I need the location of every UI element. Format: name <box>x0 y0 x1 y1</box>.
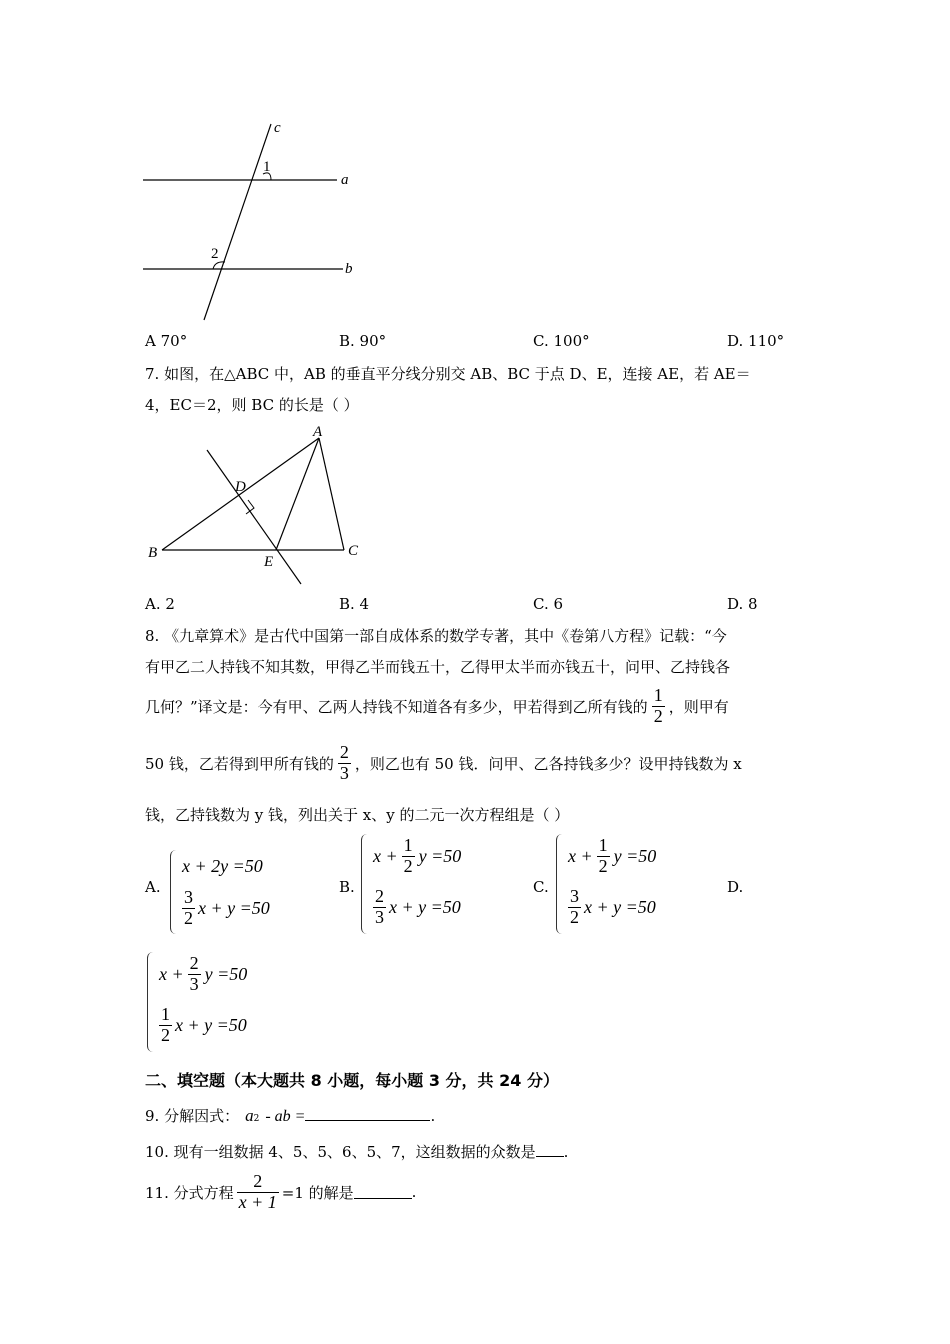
label-C: C <box>348 543 359 559</box>
line-c <box>204 124 271 320</box>
brace <box>556 834 565 934</box>
fraction: $\frac{3}{2}$ <box>570 886 579 927</box>
q7-line1: 7. 如图，在△ABC 中，AB 的垂直平分线分别交 AB、BC 于点 D、E，连接 AE，若 AE＝ <box>145 365 751 383</box>
q7-option-c[interactable]: C. 6 <box>533 595 564 613</box>
fraction: $\frac{1}{2}$ <box>161 1004 170 1045</box>
q8-option-d-label[interactable]: D. <box>727 878 744 896</box>
q9-expr-rest: - ab = <box>265 1108 306 1125</box>
fraction: $\frac{1}{2}$ <box>403 835 413 876</box>
label-a: a <box>341 172 349 188</box>
fraction-two-thirds: $\frac{2}{3}$ <box>339 742 349 783</box>
parallel-lines-figure <box>135 112 365 327</box>
q6-option-d[interactable]: D. 110° <box>727 332 785 350</box>
q8-line3-post: ，则甲有 <box>668 697 729 716</box>
q8-option-a-system[interactable]: x + 2y =50 $\frac{3}{2}$ x + y =50 <box>170 850 290 934</box>
label-2: 2 <box>211 246 219 262</box>
section-2-heading: 二、填空题（本大题共 8 小题，每小题 3 分，共 24 分） <box>145 1071 559 1090</box>
q9-expr-a: a <box>245 1106 254 1125</box>
q8-option-b-label[interactable]: B. <box>339 878 355 896</box>
brace <box>170 850 179 934</box>
q8-option-d-system[interactable]: x + $\frac{2}{3}$ y =50 $\frac{1}{2}$ x + y =50 <box>147 952 267 1052</box>
fraction: $\frac{2}{3}$ <box>375 886 384 927</box>
segment-AC <box>319 438 344 550</box>
label-B: B <box>148 545 158 561</box>
label-E: E <box>264 554 274 570</box>
q10-answer-blank[interactable] <box>536 1156 564 1157</box>
q8-option-c-label[interactable]: C. <box>533 878 549 896</box>
fraction-one-half: $\frac{1}{2}$ <box>653 685 663 726</box>
label-D: D <box>235 479 246 495</box>
perpendicular-bisector <box>207 450 301 584</box>
q10-text: 10. 现有一组数据 4、5、5、6、5、7，这组数据的众数是 <box>145 1143 536 1161</box>
brace <box>147 952 156 1052</box>
q9-end: . <box>430 1107 436 1125</box>
q8-option-c-system[interactable]: x + $\frac{1}{2}$ y =50 $\frac{3}{2}$ x + y =50 <box>556 834 676 934</box>
q8-line5: 钱，乙持钱数为 y 钱，列出关于 x、y 的二元一次方程组是（ ） <box>145 806 570 824</box>
q8-line4 <box>145 743 742 784</box>
q11-fraction: $\frac{2}{x + 1}$ <box>238 1171 277 1212</box>
q8-line3 <box>145 686 729 727</box>
label-A: A <box>313 424 323 440</box>
segment-AE <box>276 438 319 550</box>
q9-answer-blank[interactable] <box>305 1120 430 1121</box>
q8-option-b-system[interactable]: x + $\frac{1}{2}$ y =50 $\frac{2}{3}$ x + y =50 <box>361 834 481 934</box>
q7-option-b[interactable]: B. 4 <box>339 595 370 613</box>
q11-post: =1 的解是 <box>281 1183 354 1202</box>
q10-end: . <box>563 1143 569 1161</box>
q6-option-c[interactable]: C. 100° <box>533 332 590 350</box>
label-1: 1 <box>263 159 271 175</box>
q11 <box>145 1172 416 1213</box>
q6-option-a[interactable]: A 70° <box>145 332 188 350</box>
q7-line2: 4，EC＝2，则 BC 的长是（ ） <box>145 396 359 414</box>
label-b: b <box>345 261 353 277</box>
triangle-figure <box>142 420 382 590</box>
fraction: $\frac{2}{3}$ <box>189 953 199 994</box>
q11-answer-blank[interactable] <box>354 1198 412 1199</box>
q11-end: . <box>411 1183 417 1202</box>
q8-line1: 8. 《九章算术》是古代中国第一部自成体系的数学专著，其中《卷第八方程》记载：“今 <box>145 627 727 645</box>
q8-line4-pre: 50 钱，乙若得到甲所有钱的 <box>145 754 334 773</box>
q8-line3-pre: 几何？”译文是：今有甲、乙两人持钱不知道各有多少，甲若得到乙所有钱的 <box>145 697 648 716</box>
q7-option-d[interactable]: D. 8 <box>727 595 758 613</box>
q7-option-a[interactable]: A. 2 <box>145 595 175 613</box>
q10 <box>145 1141 568 1162</box>
q11-pre: 11. 分式方程 <box>145 1183 234 1202</box>
q8-option-a-label[interactable]: A. <box>145 878 161 896</box>
fraction: $\frac{3}{2}$ <box>184 887 193 928</box>
brace <box>361 834 370 934</box>
q8-line2: 有甲乙二人持钱不知其数，甲得乙半而钱五十，乙得甲太半而亦钱五十，问甲、乙持钱各 <box>145 658 731 676</box>
fraction: $\frac{1}{2}$ <box>598 835 608 876</box>
q9-expr-exponent: 2 <box>253 1114 260 1124</box>
q6-option-b[interactable]: B. 90° <box>339 332 387 350</box>
q9-text: 9. 分解因式： <box>145 1107 240 1125</box>
q9 <box>145 1105 435 1126</box>
label-c: c <box>274 120 281 136</box>
q8-line4-post: ，则乙也有 50 钱．问甲、乙各持钱多少？设甲持钱数为 x <box>354 754 742 773</box>
